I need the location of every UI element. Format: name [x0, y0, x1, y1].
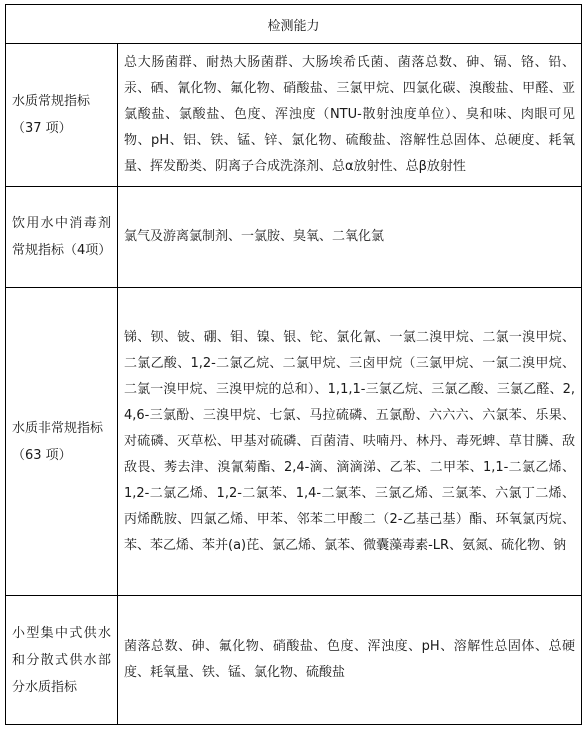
table-row [6, 596, 582, 725]
category-label: 水质非常规指标 [12, 420, 104, 436]
table-header: 检测能力 [6, 5, 582, 44]
items-cell: 总大肠菌群、耐热大肠菌群、大肠埃希氏菌、菌落总数、砷、镉、铬、铅、汞、硒、氰化物、氟化物、硝酸盐、三氯甲烷、四氯化碳、溴酸盐、甲醛、亚氯酸盐、氯酸盐、色度、浑浊度（NTU-散射浊度单位）、臭和味、肉眼可见物、pH、铝、铁、锰、锌、氯化物、硫酸盐、溶解性总固体、总硬度、耗氧量、挥发酚类、阴离子合成洗涤剂、总α放射性、总β放射性 [118, 44, 582, 187]
items-cell: 菌落总数、砷、氟化物、硝酸盐、色度、浑浊度、pH、溶解性总固体、总硬度、耗氧量、铁、锰、氯化物、硫酸盐 [118, 596, 582, 725]
table-header-row [6, 5, 582, 44]
table-row [6, 288, 582, 596]
category-label: 小型集中式供水和分散式供水部分水质指标 [12, 625, 111, 695]
category-label: 水质常规指标 [12, 94, 91, 109]
category-label: 饮用水中消毒剂常规指标（4项） [12, 216, 112, 258]
category-count: （37 项） [12, 121, 72, 136]
category-cell [6, 44, 118, 187]
category-cell [6, 596, 118, 725]
items-cell: 锑、钡、铍、硼、钼、镍、银、铊、氯化氰、一氯二溴甲烷、二氯一溴甲烷、二氯乙酸、1,2-二氯乙烷、二氯甲烷、三卤甲烷（三氯甲烷、一氯二溴甲烷、二氯一溴甲烷、三溴甲烷的总和）、1,1,1-三氯乙烷、三氯乙酸、三氯乙醛、2,4,6-三氯酚、三溴甲烷、七氯、马拉硫磷、五氯酚、六六六、六氯苯、乐果、对硫磷、灭草松、甲基对硫磷、百菌清、呋喃丹、林丹、毒死蜱、草甘膦、敌敌畏、莠去津、溴氰菊酯、2,4-滴、滴滴涕、乙苯、二甲苯、1,1-二氯乙烯、1,2-二氯乙烯、1,2-二氯苯、1,4-二氯苯、三氯乙烯、三氯苯、六氯丁二烯、丙烯酰胺、四氯乙烯、甲苯、邻苯二甲酸二（2-乙基己基）酯、环氧氯丙烷、苯、苯乙烯、苯并(a)芘、氯乙烯、氯苯、微囊藻毒素-LR、氨氮、硫化物、钠 [118, 288, 582, 596]
items-cell: 氯气及游离氯制剂、一氯胺、臭氧、二氧化氯 [118, 187, 582, 288]
table-row [6, 187, 582, 288]
category-cell [6, 187, 118, 288]
category-cell [6, 288, 118, 596]
table-row [6, 44, 582, 187]
capability-table [5, 4, 582, 725]
category-count: （63 项） [12, 447, 72, 463]
